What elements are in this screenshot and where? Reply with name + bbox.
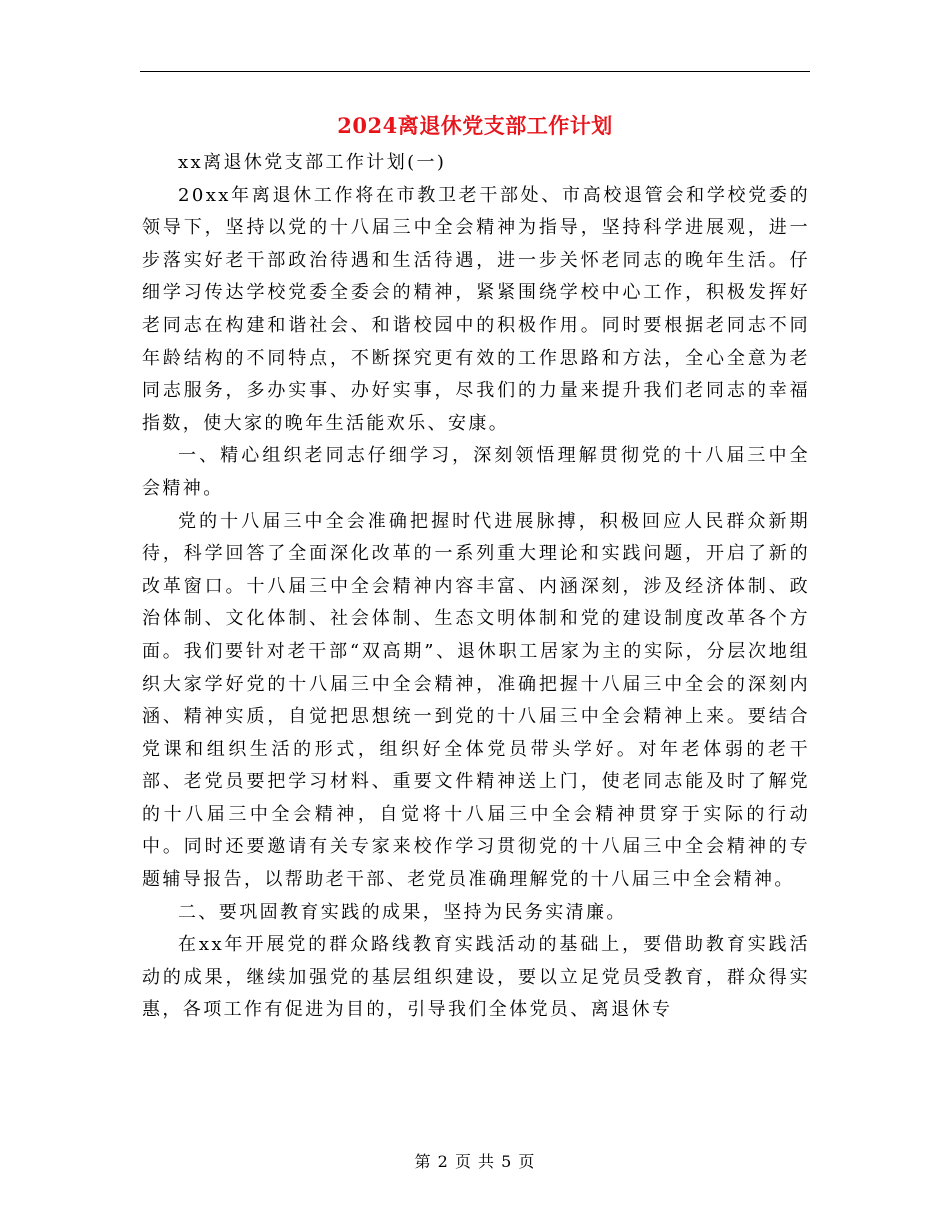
header-rule (140, 71, 810, 72)
paragraph-section-2: 在xx年开展党的群众路线教育实践活动的基础上，要借助教育实践活动的成果，继续加强党的基层组织建设，要以立足党员受教育，群众得实惠，各项工作有促进为目的，引导我们全体党员、离退休专 (142, 934, 810, 1021)
page-number: 第 2 页 共 5 页 (414, 1152, 536, 1171)
paragraph-intro: 20xx年离退休工作将在市教卫老干部处、市高校退管会和学校党委的领导下，坚持以党的十八届三中全会精神为指导，坚持科学进展观，进一步落实好老干部政治待遇和生活待遇，进一步关怀老同志的晚年生活。仔细学习传达学校党委全委会的精神，紧紧围绕学校中心工作，积极发挥好老同志在构建和谐社会、和谐校园中的积极作用。同时要根据老同志不同年龄结构的不同特点，不断探究更有效的工作思路和方法，全心全意为老同志服务，多办实事、办好实事，尽我们的力量来提升我们老同志的幸福指数，使大家的晚年生活能欢乐、安康。 (142, 184, 810, 434)
paragraph-subtitle: xx离退休党支部工作计划(一) (178, 152, 447, 173)
document-title: 2024离退休党支部工作计划 (337, 113, 613, 138)
document-body (142, 147, 810, 1027)
paragraph-section-1: 党的十八届三中全会准确把握时代进展脉搏，积极回应人民群众新期待，科学回答了全面深化改革的一系列重大理论和实践问题，开启了新的改革窗口。十八届三中全会精神内容丰富、内涵深刻，涉及经济体制、政治体制、文化体制、社会体制、生态文明体制和党的建设制度改革各个方面。我们要针对老干部“双高期”、退休职工居家为主的实际，分层次地组织大家学好党的十八届三中全会精神，准确把握十八届三中全会的深刻内涵、精神实质，自觉把思想统一到党的十八届三中全会精神上来。要结合党课和组织生活的形式，组织好全体党员带头学好。对年老体弱的老干部、老党员要把学习材料、重要文件精神送上门，使老同志能及时了解党的十八届三中全会精神，自觉将十八届三中全会精神贯穿于实际的行动中。同时还要邀请有关专家来校作学习贯彻党的十八届三中全会精神的专题辅导报告，以帮助老干部、老党员准确理解党的十八届三中全会精神。 (142, 510, 810, 891)
paragraph-heading-2: 二、要巩固教育实践的成果，坚持为民务实清廉。 (178, 901, 627, 923)
paragraph-heading-1: 一、精心组织老同志仔细学习，深刻领悟理解贯彻党的十八届三中全会精神。 (142, 445, 810, 499)
